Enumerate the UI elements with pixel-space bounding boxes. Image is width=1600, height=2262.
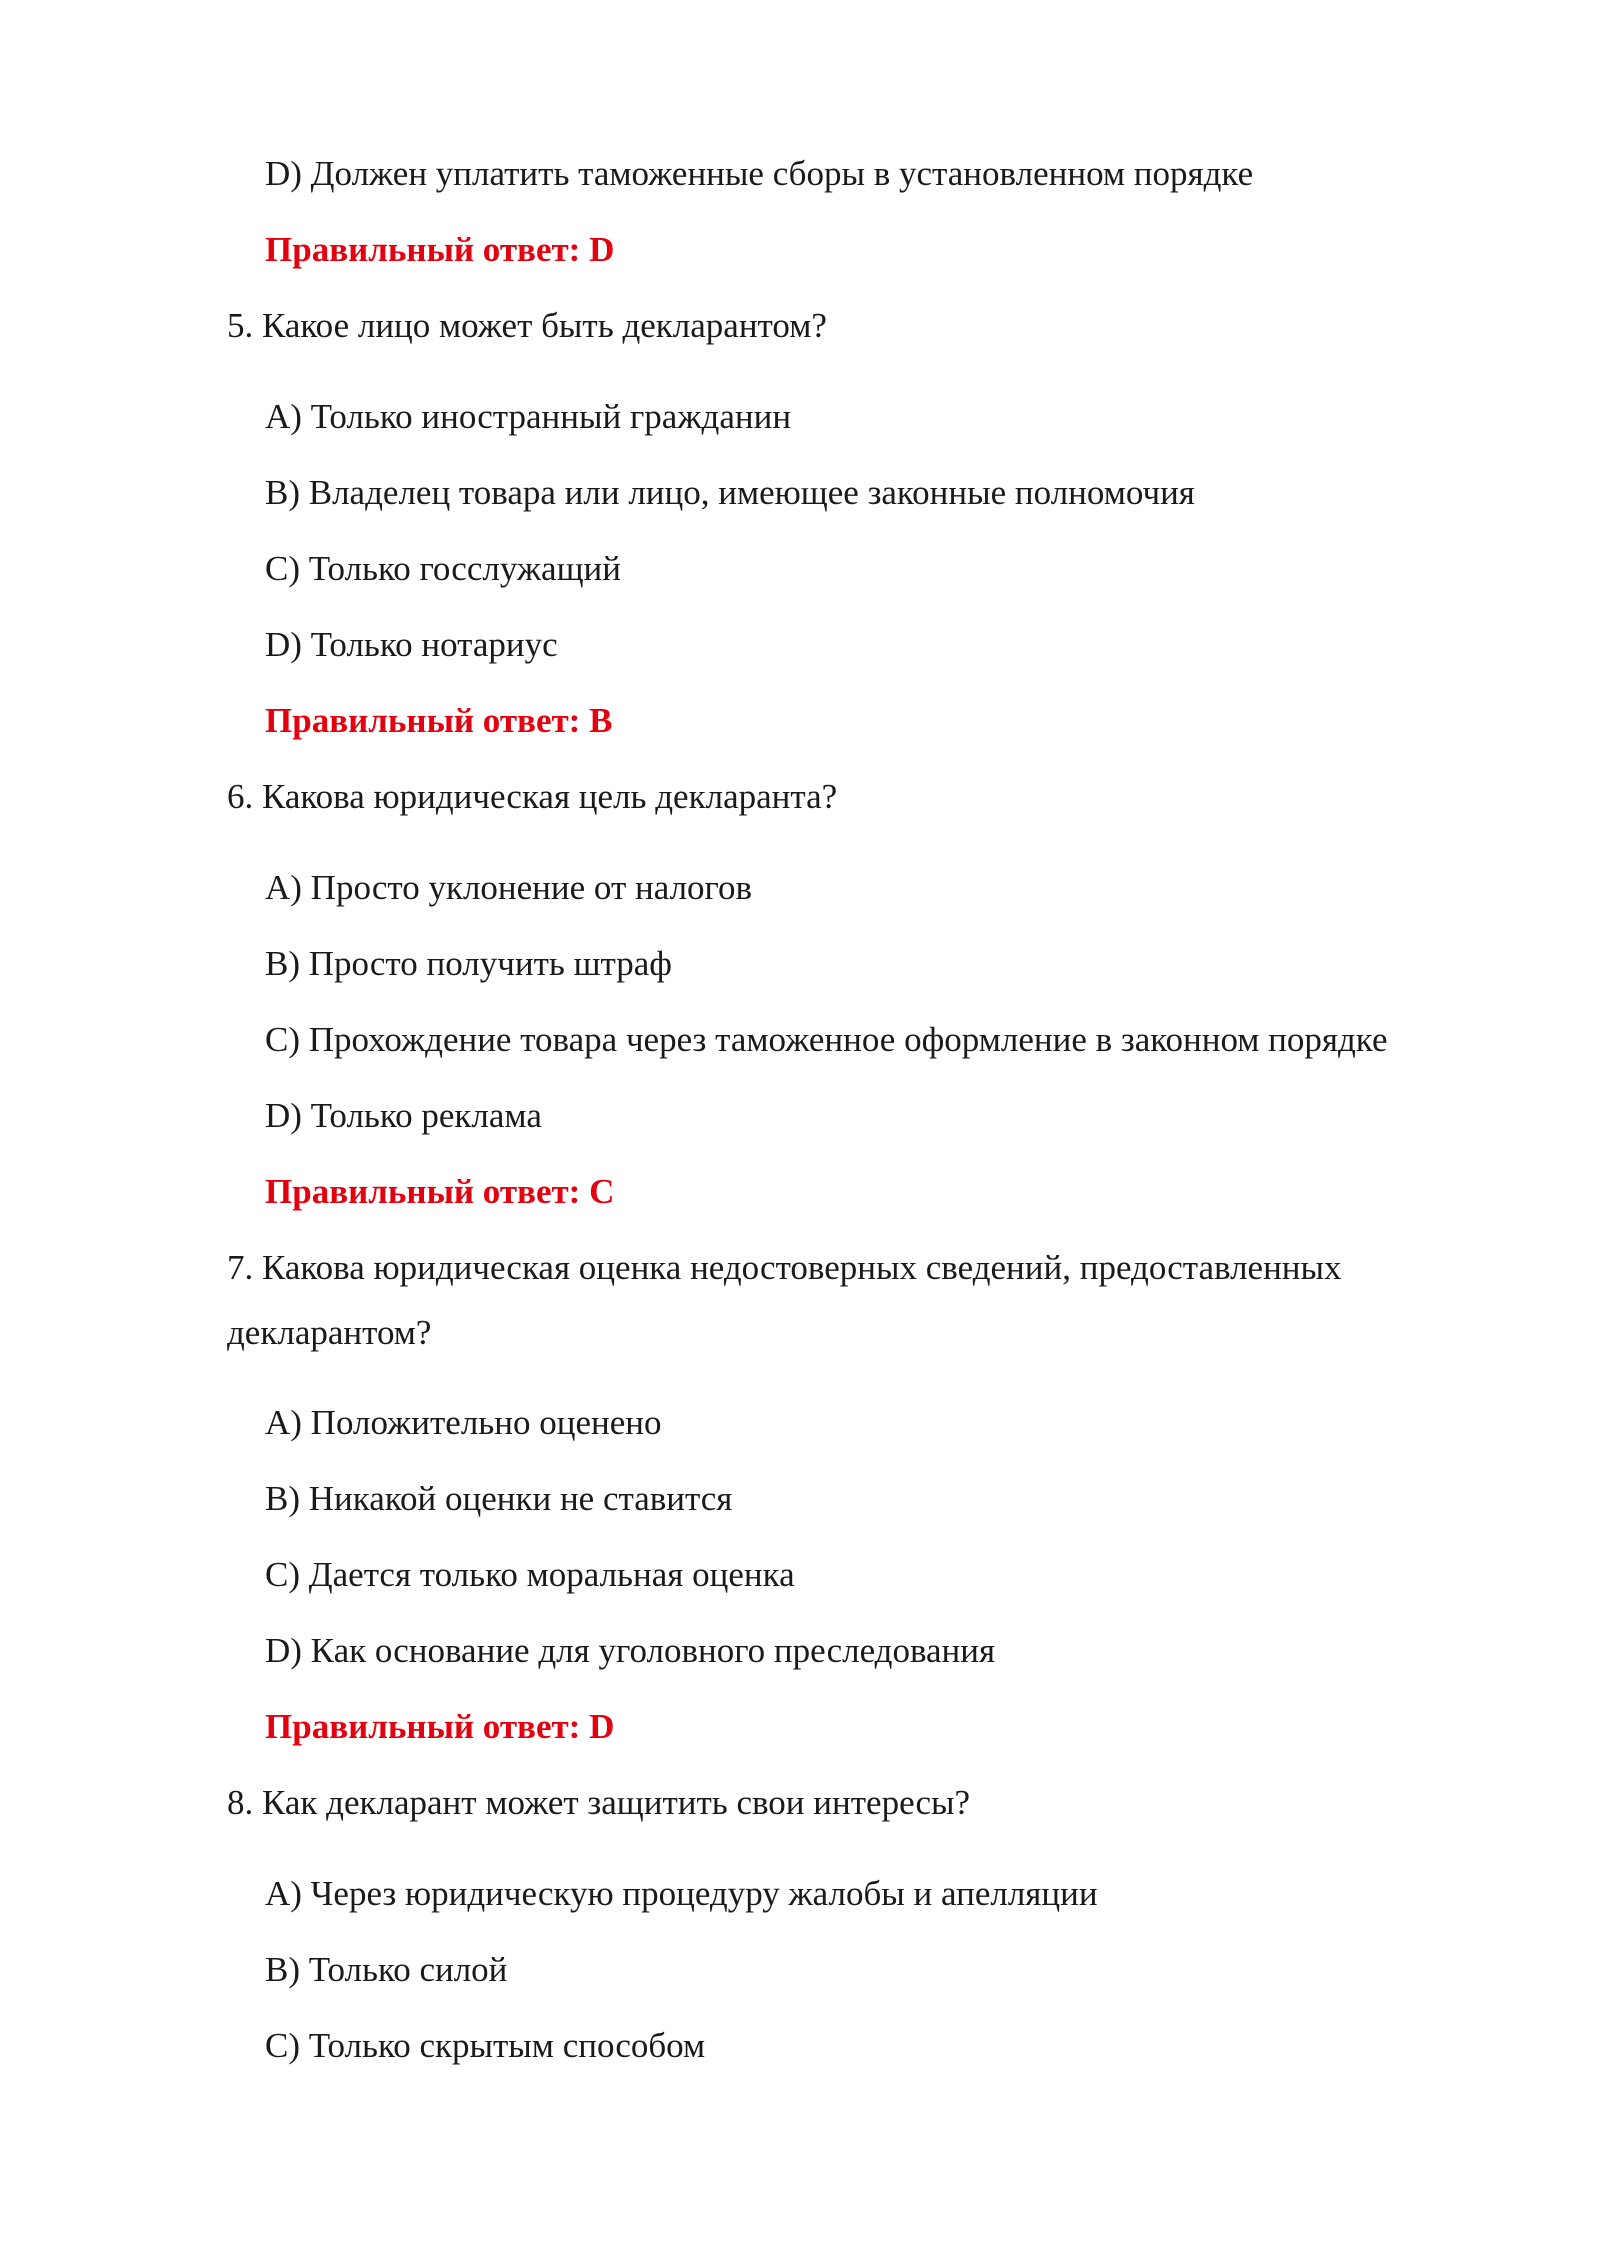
option-q5-a: A) Только иностранный гражданин xyxy=(265,397,792,436)
answer-q4: Правильный ответ: D xyxy=(265,230,615,269)
option-q7-a: A) Положительно оценено xyxy=(265,1403,662,1442)
option-q5-d: D) Только нотариус xyxy=(265,625,558,664)
option-q8-a: A) Через юридическую процедуру жалобы и апелляции xyxy=(265,1874,1098,1913)
option-q7-c: C) Дается только моральная оценка xyxy=(265,1555,795,1594)
option-q6-b: B) Просто получить штраф xyxy=(265,944,672,983)
question-7-line1: 7. Какова юридическая оценка недостоверных сведений, предоставленных xyxy=(227,1248,1342,1287)
option-q4-d: D) Должен уплатить таможенные сборы в установленном порядке xyxy=(265,154,1254,193)
answer-q5: Правильный ответ: B xyxy=(265,701,613,740)
question-8: 8. Как декларант может защитить свои интересы? xyxy=(227,1783,971,1822)
option-q5-b: B) Владелец товара или лицо, имеющее законные полномочия xyxy=(265,473,1195,512)
option-q7-d: D) Как основание для уголовного преследования xyxy=(265,1631,996,1670)
option-q7-b: B) Никакой оценки не ставится xyxy=(265,1479,733,1518)
option-q8-c: C) Только скрытым способом xyxy=(265,2026,706,2065)
answer-q7: Правильный ответ: D xyxy=(265,1707,615,1746)
question-5: 5. Какое лицо может быть декларантом? xyxy=(227,306,827,345)
option-q8-b: B) Только силой xyxy=(265,1950,508,1989)
option-q6-c: C) Прохождение товара через таможенное оформление в законном порядке xyxy=(265,1020,1388,1059)
question-7-line2: декларантом? xyxy=(227,1313,432,1352)
answer-q6: Правильный ответ: C xyxy=(265,1172,615,1211)
question-6: 6. Какова юридическая цель декларанта? xyxy=(227,777,838,816)
option-q6-a: A) Просто уклонение от налогов xyxy=(265,868,753,907)
option-q5-c: C) Только госслужащий xyxy=(265,549,621,588)
option-q6-d: D) Только реклама xyxy=(265,1096,542,1135)
